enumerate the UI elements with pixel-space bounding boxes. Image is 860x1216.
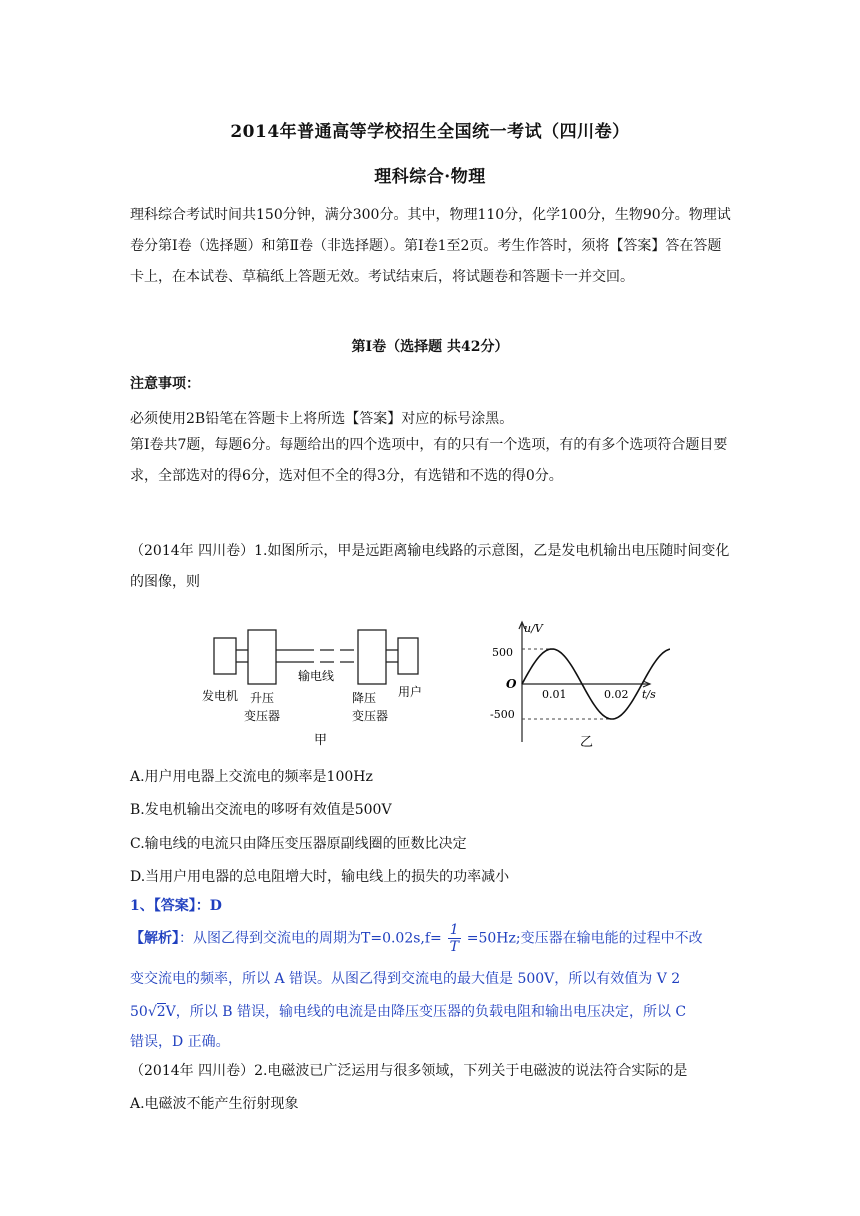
x-axis-label: t/s — [642, 688, 656, 701]
label-step-down-1: 降压 — [352, 691, 377, 705]
y-tick-500: 500 — [492, 646, 513, 659]
label-transmission-line: 输电线 — [298, 669, 335, 683]
notes-heading: 注意事项： — [130, 376, 200, 392]
figure-transmission-diagram — [200, 622, 440, 750]
y-tick-minus-500: -500 — [490, 708, 515, 721]
x-tick-0-02: 0.02 — [604, 688, 629, 701]
q1-answer: 1、【答案】：D — [130, 898, 222, 914]
label-user: 用户 — [398, 685, 423, 699]
label-generator: 发电机 — [202, 689, 239, 703]
origin-label: O — [506, 677, 517, 691]
sqrt-symbol: √ — [147, 1004, 157, 1020]
figure-voltage-chart — [484, 614, 670, 754]
caption-jia: 甲 — [314, 733, 328, 748]
q1-option-b: B.发电机输出交流电的哆呀有效值是500V — [130, 802, 392, 818]
section-title: 第Ⅰ卷（选择题 共42分） — [351, 339, 509, 355]
notes-line-1: 必须使用2B铅笔在答题卡上将所选【答案】对应的标号涂黑。 — [130, 411, 514, 427]
q1-stem: （2014年 四川卷）1.如图所示，甲是远距离输电线路的示意图，乙是发电机输出电压随时间变化的图像，则 — [130, 543, 730, 590]
notes-line-2: 第Ⅰ卷共7题，每题6分。每题给出的四个选项中，有的只有一个选项，有的有多个选项符合题目要求，全部选对的得6分，选对但不全的得3分，有选错和不选的得0分。 — [130, 437, 728, 484]
q1-option-c: C.输电线的电流只由降压变压器原副线圈的匝数比决定 — [130, 836, 467, 852]
y-axis-label: u/V — [524, 622, 543, 635]
fraction-1-over-t: $\frac{1}{T}$ — [449, 922, 459, 955]
label-step-up-2: 变压器 — [244, 709, 281, 723]
exam-subtitle: 理科综合·物理 — [374, 167, 486, 187]
analysis-label: 【解析】 — [130, 930, 179, 947]
label-step-down-2: 变压器 — [352, 709, 389, 723]
q1-option-d: D.当用户用电器的总电阻增大时，输电线上的损失的功率减小 — [130, 869, 510, 885]
q2-option-a: A.电磁波不能产生衍射现象 — [130, 1096, 299, 1112]
caption-yi: 乙 — [580, 735, 594, 750]
q1-analysis-line-1: 【解析】：从图乙得到交流电的周期为T=0.02s,f= $\frac{1}{T}$ =50Hz;变压器在输电能的过程中不改 — [130, 922, 703, 955]
label-step-up-1: 升压 — [250, 691, 275, 705]
q1-analysis-line-2: 变交流电的频率，所以 A 错误。从图乙得到交流电的最大值是 500V，所以有效值为 V 2 — [130, 971, 681, 987]
x-tick-0-01: 0.01 — [542, 688, 567, 701]
intro-paragraph: 理科综合考试时间共150分钟，满分300分。其中，物理110分，化学100分，生物90分。物理试卷分第Ⅰ卷（选择题）和第Ⅱ卷（非选择题）。第Ⅰ卷1至2页。考生作答时，须将【答案】答在答题卡上，在本试卷、草稿纸上答题无效。考试结束后，将试题卷和答题卡一并交回。 — [130, 207, 731, 285]
q1-analysis-line-4: 错误，D 正确。 — [130, 1034, 230, 1050]
exam-title: 2014年普通高等学校招生全国统一考试（四川卷） — [230, 122, 630, 142]
q1-option-a: A.用户用电器上交流电的频率是100Hz — [130, 769, 373, 785]
q1-analysis-line-3: 50√2V，所以 B 错误，输电线的电流是由降压变压器的负载电阻和输出电压决定，所以 C — [130, 1004, 687, 1020]
q2-stem: （2014年 四川卷）2.电磁波已广泛运用与很多领域，下列关于电磁波的说法符合实际的是 — [130, 1063, 688, 1079]
